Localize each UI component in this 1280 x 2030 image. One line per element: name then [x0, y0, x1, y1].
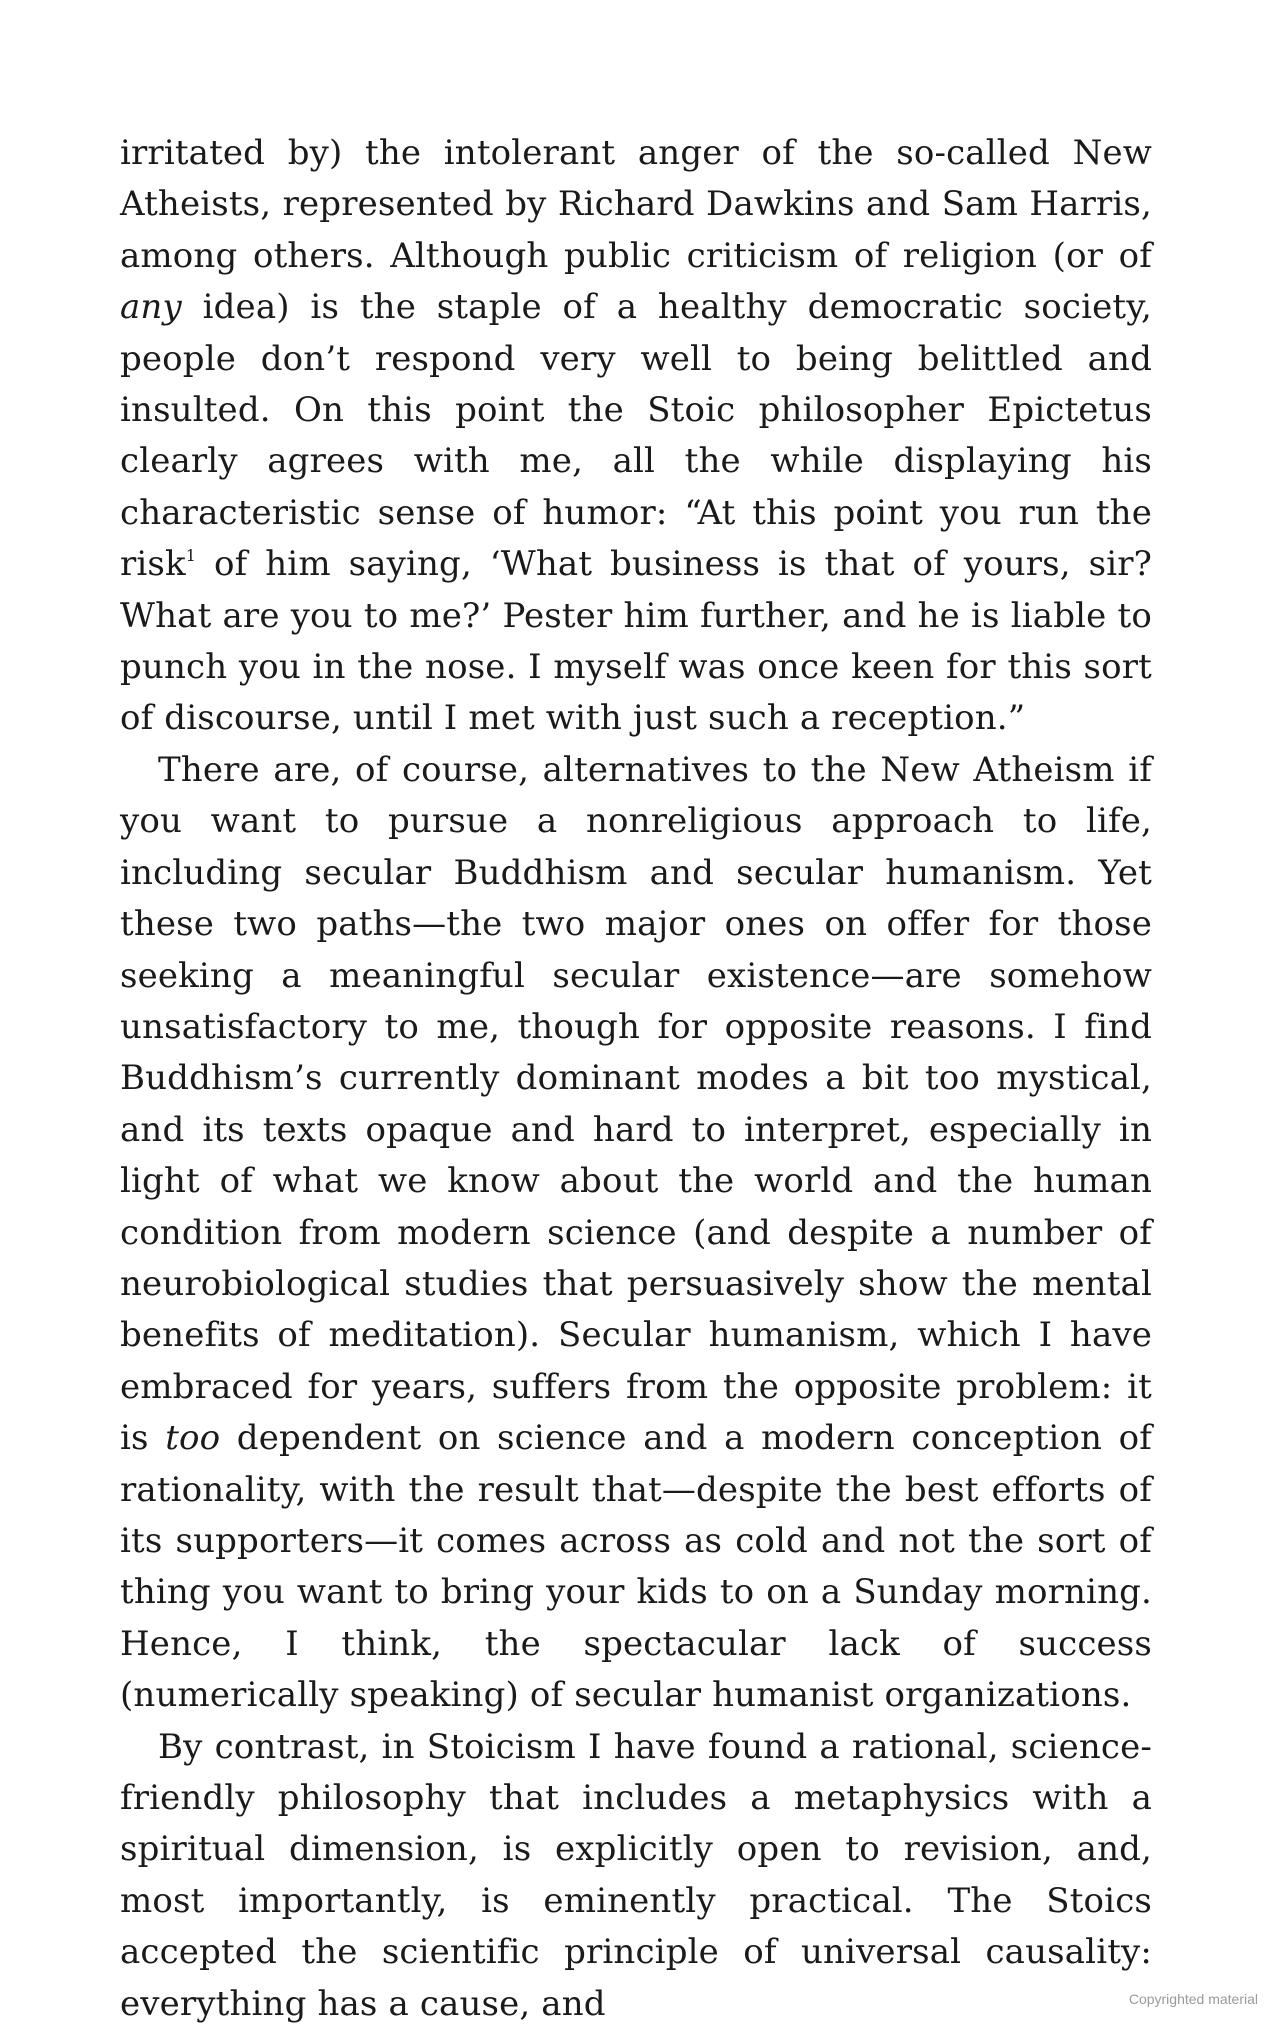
paragraph-text: dependent on science and a modern conception of rationality, with the result that—despite the best efforts of its supporters—it comes across as cold and not the sort of thing you want to bring your kids to on a Sunday morning. Hence, I think, the spectacular lack of success (numerically speaking) of secular humanist organizations. [120, 1418, 1152, 1716]
italic-emphasis: too [165, 1418, 221, 1459]
paragraph-alternatives [120, 745, 1152, 1722]
paragraph-continuation [120, 128, 1152, 745]
italic-emphasis: any [120, 287, 182, 328]
paragraph-text: idea) is the staple of a healthy democratic society, people don’t respond very well to being belittled and insulted. On this point the Stoic philosopher Epictetus clearly agrees with me, all the while displaying his characteristic sense of humor: “At this point you run the risk [120, 287, 1152, 585]
copyright-watermark: Copyrighted material [1128, 1991, 1258, 2007]
paragraph-stoicism [120, 1722, 1152, 2030]
paragraph-text: By contrast, in Stoicism I have found a rational, science-friendly philosophy that includes a metaphysics with a spiritual dimension, is explicitly open to revision, and, most importantly, is eminently practical. The Stoics accepted the scientific principle of universal causality: everything has a cause, and [120, 1726, 1152, 2024]
book-page-body [120, 128, 1152, 2030]
paragraph-text: There are, of course, alternatives to the New Atheism if you want to pursue a nonreligious approach to life, including secular Buddhism and secular humanism. Yet these two paths—the two major ones on offer for those seeking a meaningful secular existence—are somehow unsatisfactory to me, though for opposite reasons. I find Buddhism’s currently dominant modes a bit too mystical, and its texts opaque and hard to interpret, especially in light of what we know about the world and the human condition from modern science (and despite a number of neurobiological studies that persuasively show the mental benefits of meditation). Secular humanism, which I have embraced for years, suffers from the opposite problem: it is [120, 749, 1152, 1459]
paragraph-text: irritated by) the intolerant anger of the so-called New Atheists, represented by Richard Dawkins and Sam Harris, among others. Although public criticism of religion (or of [120, 133, 1152, 276]
footnote-reference[interactable]: 1 [185, 546, 197, 566]
paragraph-text: of him saying, ‘What business is that of yours, sir? What are you to me?’ Pester him further, and he is liable to punch you in the nose. I myself was once keen for this sort of discourse, until I met with just such a reception.” [120, 544, 1152, 739]
